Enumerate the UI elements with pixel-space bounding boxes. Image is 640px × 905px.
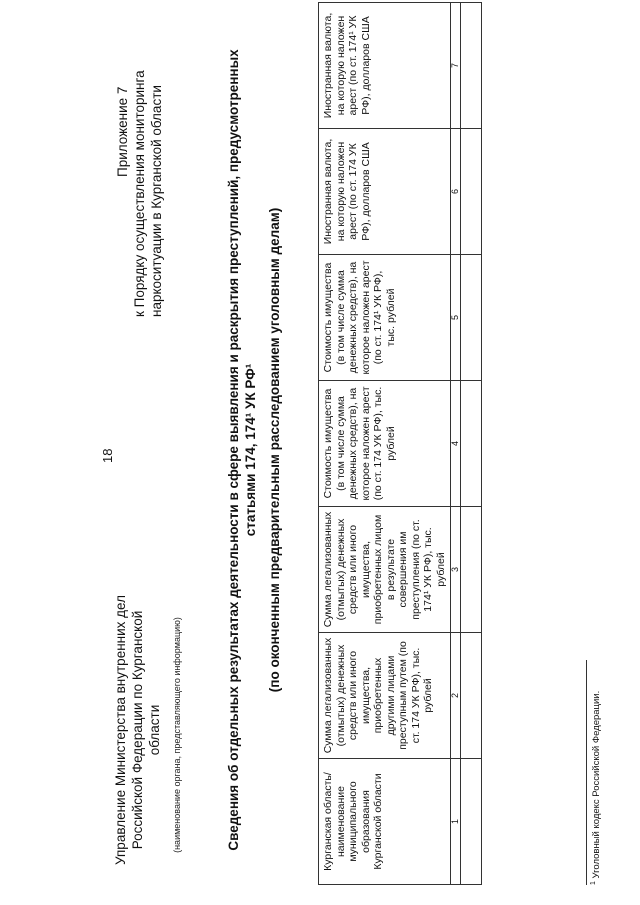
column-number: 5 <box>451 255 461 381</box>
column-number: 7 <box>451 3 461 129</box>
column-number: 3 <box>451 507 461 633</box>
document-title <box>225 15 259 885</box>
table-header-row <box>319 3 451 885</box>
title-line: статьями 174, 174¹ УК РФ¹ <box>243 363 258 537</box>
table-cell <box>461 129 482 255</box>
table-cell <box>461 507 482 633</box>
column-header: Сумма легализованных (отмытых) денежных средств или иного имущества, приобретенных другими лицами преступным путем (по ст. 174 УК РФ), тыс. рублей <box>319 633 451 759</box>
column-number-row <box>451 3 461 885</box>
footnote-text: Уголовный кодекс Российской Федерации. <box>591 690 603 879</box>
column-header: Иностранная валюта, на которую наложен арест (по ст. 174¹ УК РФ), долларов США <box>319 3 451 129</box>
table-cell <box>461 633 482 759</box>
column-number: 4 <box>451 381 461 507</box>
column-number: 6 <box>451 129 461 255</box>
column-header: Стоимость имущества (в том числе сумма денежных средств), на которое наложен арест (по ст. 174 УК РФ), тыс. рублей <box>319 381 451 507</box>
appendix-block <box>114 7 165 317</box>
organization-line: Управление Министерства внутренних дел <box>113 595 128 865</box>
table-cell <box>461 759 482 885</box>
footnote <box>590 691 602 885</box>
footnote-divider <box>586 660 587 885</box>
results-table <box>318 2 482 885</box>
appendix-line: наркоситуации в Курганской области <box>149 85 164 317</box>
organization-note: (наименование органа, представляющего информацию) <box>172 617 182 853</box>
column-header: Курганская область/ наименование муниципального образования Курганской области <box>319 759 451 885</box>
table-cell <box>461 255 482 381</box>
page-number: 18 <box>100 448 115 463</box>
column-header: Иностранная валюта, на которую наложен арест (по ст. 174 УК РФ), долларов США <box>319 129 451 255</box>
table-cell <box>461 381 482 507</box>
table-row <box>461 3 482 885</box>
document-subtitle: (по оконченным предварительным расследованием уголовным делам) <box>267 207 282 693</box>
appendix-line: Приложение 7 <box>115 86 130 177</box>
column-header: Стоимость имущества (в том числе сумма денежных средств), на которое наложен арест (по ст. 174¹ УК РФ), тыс. рублей <box>319 255 451 381</box>
column-header: Сумма легализованных (отмытых) денежных средств или иного имущества, приобретенных лицом в результате совершения им преступления (по ст. 174¹ УК РФ), тыс. рублей <box>319 507 451 633</box>
organization-line: Российской Федерации по Курганской <box>130 610 145 850</box>
table-cell <box>461 3 482 129</box>
column-number: 1 <box>451 759 461 885</box>
organization-block <box>112 575 163 885</box>
title-line: Сведения об отдельных результатах деятельности в сфере выявления и раскрытия преступлений, предусмотренных <box>226 49 241 851</box>
footnote-mark: 1 <box>590 881 597 885</box>
column-number: 2 <box>451 633 461 759</box>
appendix-line: к Порядку осуществления мониторинга <box>132 70 147 317</box>
organization-line: области <box>147 704 162 756</box>
